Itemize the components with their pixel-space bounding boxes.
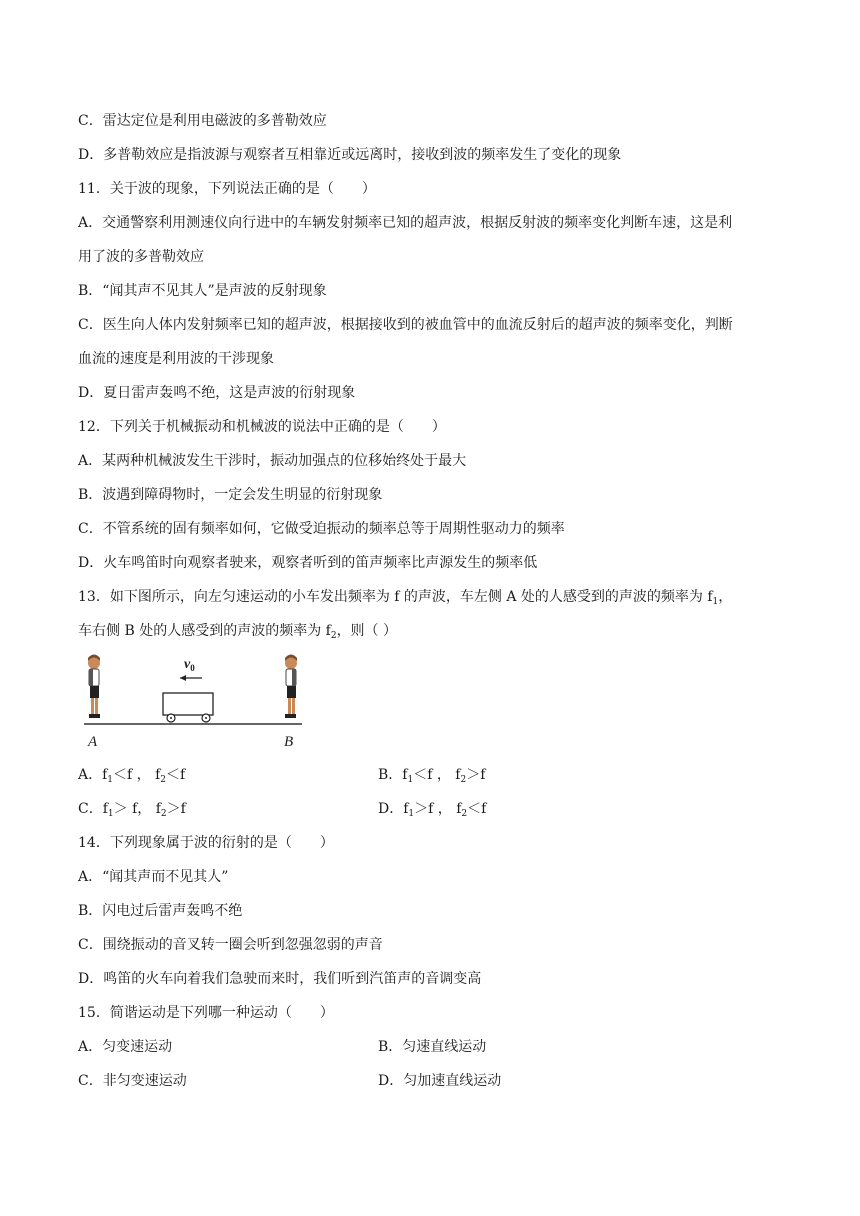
q13-stem-line1-text: 13．如下图所示，向左匀速运动的小车发出频率为 f 的声波，车左侧 A 处的人感受到的声波的频率为 f [78,589,713,605]
q13-option-a-end: ＜f [166,767,186,783]
q13-option-a-mid: ＜f ， f [113,767,161,783]
q13-option-d-end: ＜f [467,801,487,817]
q13-option-a-sub1: 1 [107,775,114,785]
q13-stem-line2-end: ，则（ ） [336,623,398,639]
q11-option-a-line2: 用了波的多普勒效应 [78,249,204,265]
q13-option-c-mid: ＞ f， f [113,801,161,817]
q13-stem-line2-sub: 2 [330,631,337,641]
q13-option-d-sub2: 2 [461,809,468,819]
q13-stem-line1 [78,588,732,606]
q10-option-c: C．雷达定位是利用电磁波的多普勒效应 [78,113,327,129]
q13-option-c-sub1: 1 [107,809,114,819]
q13-option-b-sub1: 1 [407,775,414,785]
q13-option-a-text: A．f [78,767,108,783]
q13-option-b-mid: ＜f ， f [413,767,461,783]
q13-stem-line1-end: ， [718,589,733,605]
q13-option-c-end: ＞f [166,801,186,817]
q13-figure [84,652,306,752]
q12-option-b: B．波遇到障碍物时，一定会发生明显的衍射现象 [78,487,383,503]
q13-option-d-sub1: 1 [408,809,415,819]
q13-option-d-text: D．f [378,801,409,817]
velocity-label [184,657,195,673]
q12-option-a: A．某两种机械波发生干涉时，振动加强点的位移始终处于最大 [78,453,467,469]
q11-option-b: B．“闻其声不见其人”是声波的反射现象 [78,283,327,299]
q15-option-a: A．匀变速运动 [78,1039,173,1055]
label-a: A [88,734,98,750]
velocity-symbol: v [184,657,191,672]
q12-option-d: D．火车鸣笛时向观察者驶来，观察者听到的笛声频率比声源发生的频率低 [78,555,538,571]
q11-option-a-line1: A．交通警察利用测速仪向行进中的车辆发射频率已知的超声波，根据反射波的频率变化判断车速，这是利 [78,215,733,231]
q13-option-b-text: B．f [378,767,408,783]
q15-option-b: B．匀速直线运动 [378,1039,487,1055]
cart [163,693,213,722]
q11-option-c-line1: C．医生向人体内发射频率已知的超声波，根据接收到的被血管中的血流反射后的超声波的频率变化，判断 [78,317,733,333]
q13-option-a [78,766,185,784]
q14-option-c: C．围绕振动的音叉转一圈会听到忽强忽弱的声音 [78,937,383,953]
q15-stem: 15．简谐运动是下列哪一种运动（ ） [78,1005,334,1021]
person-a-figure [88,655,100,719]
q14-option-d: D．鸣笛的火车向着我们急驶而来时，我们听到汽笛声的音调变高 [78,971,482,987]
q11-option-d: D．夏日雷声轰鸣不绝，这是声波的衍射现象 [78,385,356,401]
q11-stem: 11．关于波的现象，下列说法正确的是（ ） [78,181,376,197]
q14-option-a: A．“闻其声而不见其人” [78,869,229,885]
q15-option-c: C．非匀变速运动 [78,1073,187,1089]
q13-stem-line2-text: 车右侧 B 处的人感受到的声波的频率为 f [78,623,331,639]
q13-option-c-text: C．f [78,801,108,817]
velocity-arrow [180,675,202,681]
q13-stem-line2 [78,622,397,640]
q14-option-b: B．闪电过后雷声轰鸣不绝 [78,903,243,919]
q13-option-a-sub2: 2 [160,775,167,785]
q12-stem: 12．下列关于机械振动和机械波的说法中正确的是（ ） [78,419,446,435]
q13-option-b-end: ＞f [466,767,486,783]
q13-option-d-mid: ＞f ， f [414,801,462,817]
velocity-subscript: 0 [190,663,195,673]
q12-option-c: C．不管系统的固有频率如何，它做受迫振动的频率总等于周期性驱动力的频率 [78,521,565,537]
q13-option-d [378,800,486,818]
q13-option-c [78,800,186,818]
person-b-figure [285,655,297,719]
q13-option-b-sub2: 2 [460,775,467,785]
q10-option-d: D．多普勒效应是指波源与观察者互相靠近或远离时，接收到波的频率发生了变化的现象 [78,147,622,163]
label-b: B [284,734,294,750]
q14-stem: 14．下列现象属于波的衍射的是（ ） [78,835,334,851]
q13-option-c-sub2: 2 [160,809,167,819]
q13-option-b [378,766,485,784]
q11-option-c-line2: 血流的速度是利用波的干涉现象 [78,351,274,367]
q13-stem-line1-sub: 1 [712,597,719,607]
q15-option-d: D．匀加速直线运动 [378,1073,502,1089]
